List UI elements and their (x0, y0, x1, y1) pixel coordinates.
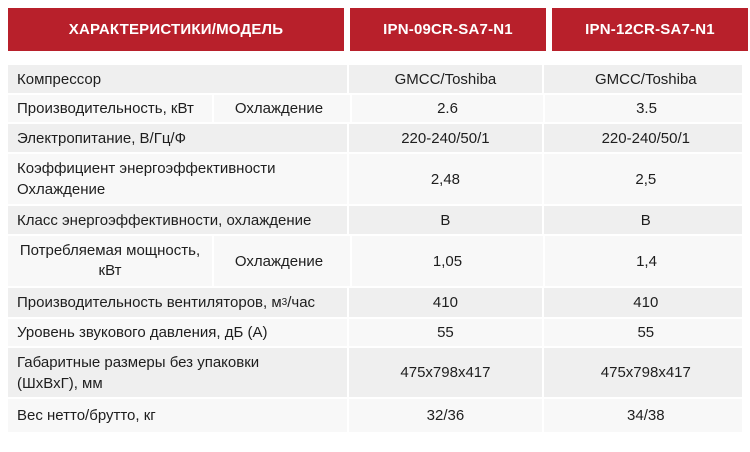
row-label: Электропитание, В/Гц/Ф (17, 129, 187, 147)
row-label-main (8, 236, 214, 286)
row-value-model-1: 475x798x417 (347, 348, 541, 397)
row-value-model-2: 2,5 (542, 154, 742, 204)
row-value-model-2: GMCC/Toshiba (542, 65, 742, 93)
row-value-model-2: 3.5 (543, 95, 742, 122)
row-label (8, 154, 341, 204)
table-row (8, 65, 742, 95)
row-label (8, 95, 344, 122)
row-value-model-2: 475x798x417 (542, 348, 742, 397)
row-value-model-2: 220-240/50/1 (542, 124, 742, 152)
table-header (8, 8, 750, 51)
row-value-model-1: 1,05 (350, 236, 543, 286)
row-label (8, 348, 341, 397)
row-value-model-2: 55 (542, 319, 742, 346)
row-label-line-1: Потребляемая мощность, (19, 242, 201, 259)
row-label-text: Производительность вентиляторов, м (17, 294, 282, 311)
table-row (8, 95, 742, 124)
table-row (8, 288, 742, 319)
row-value-model-1: B (347, 206, 541, 234)
row-label-line-2: Охлаждение (17, 181, 106, 198)
row-label (8, 236, 344, 286)
table-row (8, 399, 742, 432)
row-value-model-1: 32/36 (347, 399, 541, 432)
row-value-model-2: B (542, 206, 742, 234)
row-label-line-2: (ШхВхГ), мм (17, 374, 103, 392)
row-label-suffix: /час (287, 294, 316, 311)
spec-table (8, 65, 742, 432)
row-value-model-2: 34/38 (542, 399, 742, 432)
row-label: Компрессор (17, 70, 102, 88)
row-label-line-1: Габаритные размеры без упаковки (17, 353, 260, 371)
row-label: Уровень звукового давления, дБ (А) (17, 324, 268, 341)
table-row (8, 124, 742, 154)
header-characteristics: ХАРАКТЕРИСТИКИ/МОДЕЛЬ (8, 8, 344, 51)
row-label-main: Производительность, кВт (8, 95, 214, 122)
row-value-model-1: 2.6 (350, 95, 543, 122)
table-row (8, 348, 742, 399)
row-label-line-1: Коэффициент энергоэффективности (17, 160, 276, 177)
table-row (8, 319, 742, 348)
table-row (8, 236, 742, 288)
row-label: Производительность вентиляторов, м 3 /час (17, 294, 316, 311)
row-value-model-2: 1,4 (543, 236, 742, 286)
row-label-sub: Охлаждение (234, 252, 324, 270)
row-label: Класс энергоэффективности, охлаждение (17, 211, 312, 229)
row-value-model-1: 410 (347, 288, 541, 317)
row-value-model-1: 220-240/50/1 (347, 124, 541, 152)
row-value-model-1: GMCC/Toshiba (347, 65, 541, 93)
header-model-1: IPN-09CR-SA7-N1 (350, 8, 546, 51)
row-value-model-1: 2,48 (347, 154, 541, 204)
row-label-line-2: кВт (98, 262, 122, 279)
table-row (8, 154, 742, 206)
row-label: Вес нетто/брутто, кг (17, 407, 156, 424)
header-model-2: IPN-12CR-SA7-N1 (552, 8, 748, 51)
row-label-sub: Охлаждение (234, 100, 324, 117)
row-value-model-1: 55 (347, 319, 541, 346)
row-value-model-2: 410 (542, 288, 742, 317)
table-row (8, 206, 742, 236)
